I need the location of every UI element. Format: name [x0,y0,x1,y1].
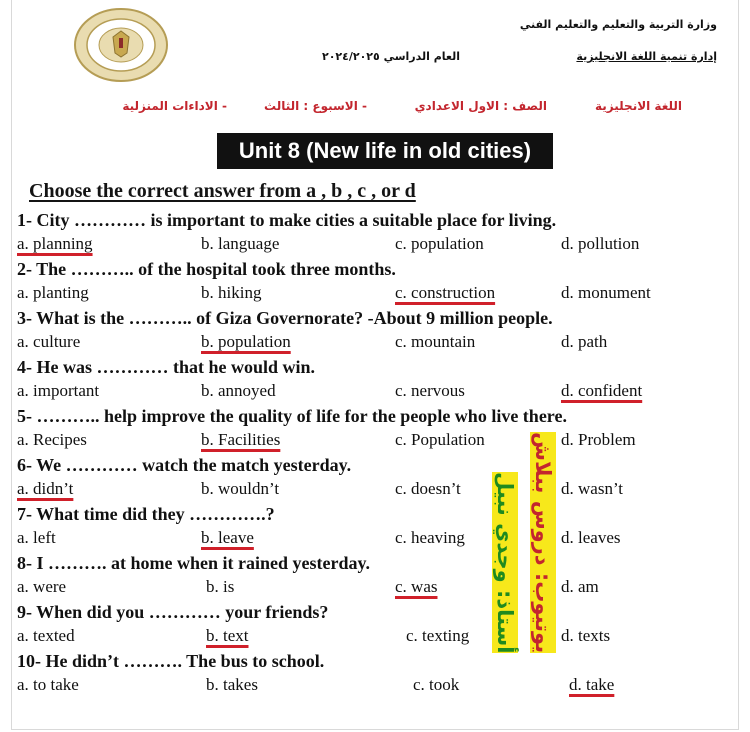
question-2-option-a[interactable]: a. planting [17,283,89,302]
teacher-label: أستاذ: وجدي نبيل [493,472,517,654]
question-7-option-c[interactable]: c. heaving [395,528,465,547]
question-2: 2- The ……….. of the hospital took three months. [17,259,396,279]
question-4-option-b[interactable]: b. annoyed [201,381,276,400]
question-4: 4- He was ………… that he would win. [17,357,316,377]
question-10-option-a[interactable]: a. to take [17,675,79,694]
question-6-option-c[interactable]: c. doesn’t [395,479,461,498]
question-5-option-d[interactable]: d. Problem [561,430,636,449]
academic-year: العام الدراسي ٢٠٢٤/٢٠٢٥ [322,50,460,63]
question-2-option-c[interactable]: c. construction [395,283,496,302]
question-4-option-a[interactable]: a. important [17,381,100,400]
unit-title: Unit 8 (New life in old cities) [217,133,553,169]
question-5-option-a[interactable]: a. Recipes [17,430,87,449]
question-1-option-b[interactable]: b. language [201,234,280,253]
question-9-option-d[interactable]: d. texts [561,626,611,645]
question-10-option-b[interactable]: b. takes [206,675,258,694]
channel-label: يوتيوب: دروس ببلاش [531,432,555,654]
question-1-option-a[interactable]: a. planning [17,234,93,253]
subject-label: اللغة الانجليزية [595,99,682,113]
question-7-option-a[interactable]: a. left [17,528,56,547]
question-1-option-d[interactable]: d. pollution [561,234,640,253]
question-6-option-d[interactable]: d. wasn’t [561,479,624,498]
question-5: 5- ……….. help improve the quality of life for the people who live there. [17,406,567,426]
question-3: 3- What is the ……….. of Giza Governorate? -About 9 million people. [17,308,553,328]
week-label: - الاسبوع : الثالث [263,99,367,113]
question-4-option-c[interactable]: c. nervous [395,381,465,400]
question-10-option-c[interactable]: c. took [413,675,460,694]
question-10: 10- He didn’t ………. The bus to school. [17,651,325,671]
question-5-option-c[interactable]: c. Population [395,430,485,449]
question-8-option-a[interactable]: a. were [17,577,67,596]
ministry-seal-icon [73,7,169,83]
question-8-option-d[interactable]: d. am [561,577,599,596]
question-2-option-d[interactable]: d. monument [561,283,651,302]
question-7: 7- What time did they ………….? [17,504,275,524]
question-9-option-c[interactable]: c. texting [406,626,470,645]
question-1-option-c[interactable]: c. population [395,234,484,253]
department-name: إدارة تنمية اللغة الانجليزية [576,50,717,63]
question-6-option-a[interactable]: a. didn’t [17,479,74,498]
question-7-option-d[interactable]: d. leaves [561,528,621,547]
subject-info-row [92,99,692,117]
question-3-option-c[interactable]: c. mountain [395,332,476,351]
instruction-heading: Choose the correct answer from a , b , c , or d [29,180,416,202]
question-6: 6- We ………… watch the match yesterday. [17,455,352,475]
question-5-option-b[interactable]: b. Facilities [201,430,281,449]
homework-label: - الاداءات المنزلية [122,99,227,113]
question-4-option-d[interactable]: d. confident [561,381,643,400]
question-8: 8- I ………. at home when it rained yesterday. [17,553,370,573]
question-8-option-b[interactable]: b. is [206,577,235,596]
question-2-option-b[interactable]: b. hiking [201,283,262,302]
question-10-option-d[interactable]: d. take [569,675,615,694]
question-3-option-b[interactable]: b. population [201,332,291,351]
question-9-option-a[interactable]: a. texted [17,626,75,645]
question-9: 9- When did you ………… your friends? [17,602,329,622]
question-3-option-a[interactable]: a. culture [17,332,81,351]
question-8-option-c[interactable]: c. was [395,577,438,596]
question-7-option-b[interactable]: b. leave [201,528,254,547]
question-1: 1- City ………… is important to make cities a suitable place for living. [17,210,557,230]
ministry-name: وزارة التربية والتعليم والتعليم الفني [519,18,717,31]
question-9-option-b[interactable]: b. text [206,626,249,645]
grade-label: الصف : الاول الاعدادي [414,99,547,113]
question-6-option-b[interactable]: b. wouldn’t [201,479,280,498]
question-3-option-d[interactable]: d. path [561,332,608,351]
